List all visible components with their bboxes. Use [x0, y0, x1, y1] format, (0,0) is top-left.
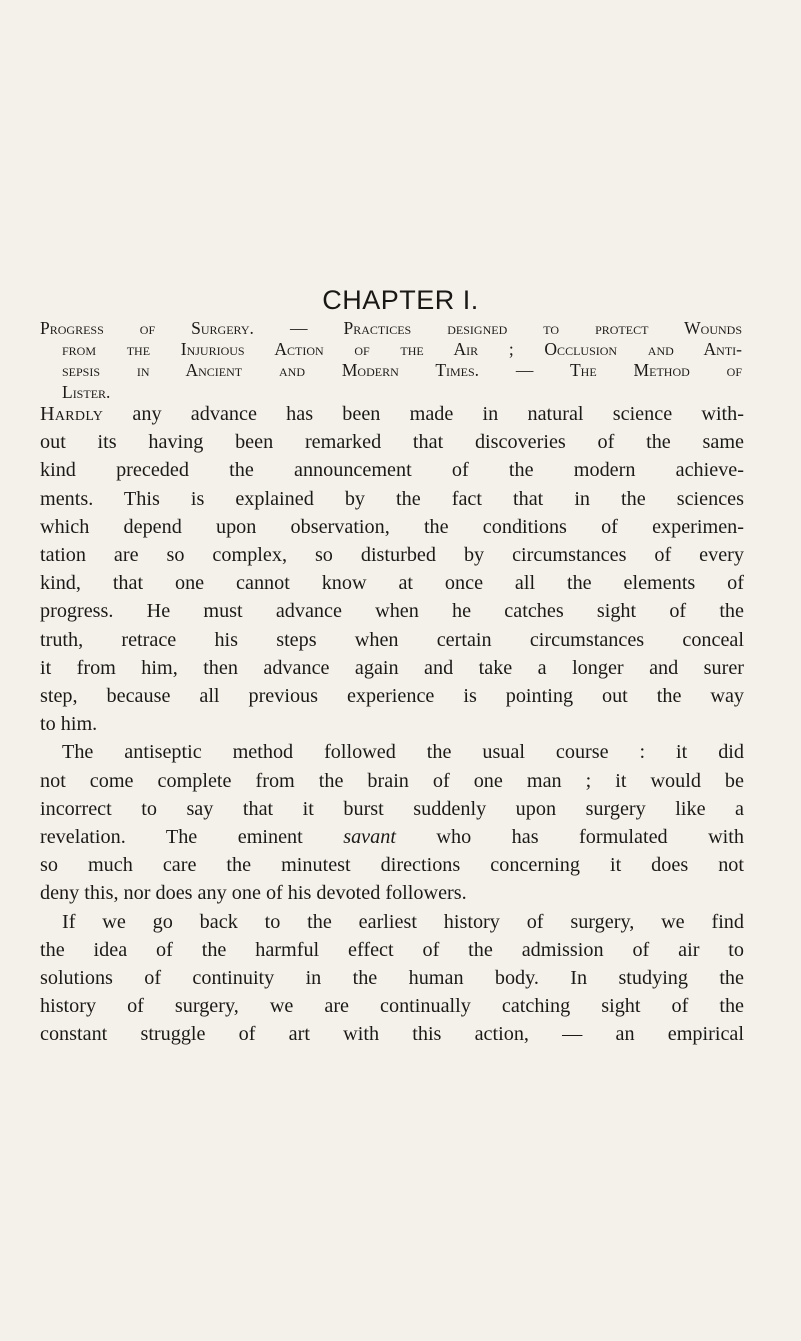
- paragraph-line: ments. This is explained by the fact that in the sciences: [40, 487, 744, 510]
- summary-line: Progress of Surgery. — Practices designed to protect Wounds: [40, 318, 742, 338]
- paragraph-line: out its having been remarked that discoveries of the same: [40, 431, 744, 454]
- paragraph-line: step, because all previous experience is pointing out the way: [40, 685, 744, 708]
- paragraph-line: incorrect to say that it burst suddenly upon surgery like a: [40, 797, 744, 820]
- paragraph-line: not come complete from the brain of one man ; it would be: [40, 769, 744, 792]
- paragraph-line: solutions of continuity in the human body. In studying the: [40, 967, 744, 990]
- paragraph-line: deny this, nor does any one of his devoted followers.: [40, 882, 467, 905]
- paragraph-line: [40, 400, 744, 428]
- paragraph-lead-word: Hardly: [40, 403, 104, 425]
- paragraph-line: which depend upon observation, the conditions of experimen-: [40, 515, 744, 538]
- body-text: [40, 400, 744, 1049]
- summary-line: sepsis in Ancient and Modern Times. — The Method of: [62, 360, 742, 381]
- paragraph-line: progress. He must advance when he catches sight of the: [40, 600, 744, 623]
- paragraph-line: tation are so complex, so disturbed by circumstances of every: [40, 544, 744, 567]
- paragraph-line-text: any advance has been made in natural science with-: [103, 403, 744, 425]
- chapter-summary: [40, 318, 742, 403]
- paragraph-line: kind, that one cannot know at once all the elements of: [40, 572, 744, 595]
- paragraph-line: [40, 823, 744, 851]
- paragraph-line-text: who has formulated with: [395, 826, 744, 849]
- paragraph-line: If we go back to the earliest history of surgery, we find: [62, 910, 744, 933]
- paragraph-line: kind preceded the announcement of the modern achieve-: [40, 459, 744, 482]
- chapter-heading: CHAPTER I.: [322, 285, 479, 315]
- paragraph-line: the idea of the harmful effect of the admission of air to: [40, 938, 744, 961]
- paragraph-line: to him.: [40, 713, 98, 736]
- paragraph-line: it from him, then advance again and take a longer and surer: [40, 656, 744, 679]
- paragraph-line: history of surgery, we are continually catching sight of the: [40, 995, 744, 1018]
- paragraph-line: The antiseptic method followed the usual course : it did: [62, 741, 744, 764]
- summary-line: from the Injurious Action of the Air ; Occlusion and Anti-: [62, 339, 742, 360]
- paragraph-line: constant struggle of art with this action, — an empirical: [40, 1023, 744, 1046]
- paragraph-line: so much care the minutest directions concerning it does not: [40, 854, 744, 877]
- paragraph-line: truth, retrace his steps when certain circumstances conceal: [40, 628, 744, 651]
- italic-word: savant: [343, 826, 396, 849]
- summary-line: Lister.: [62, 381, 111, 402]
- paragraph-line-text: revelation. The eminent: [40, 826, 344, 849]
